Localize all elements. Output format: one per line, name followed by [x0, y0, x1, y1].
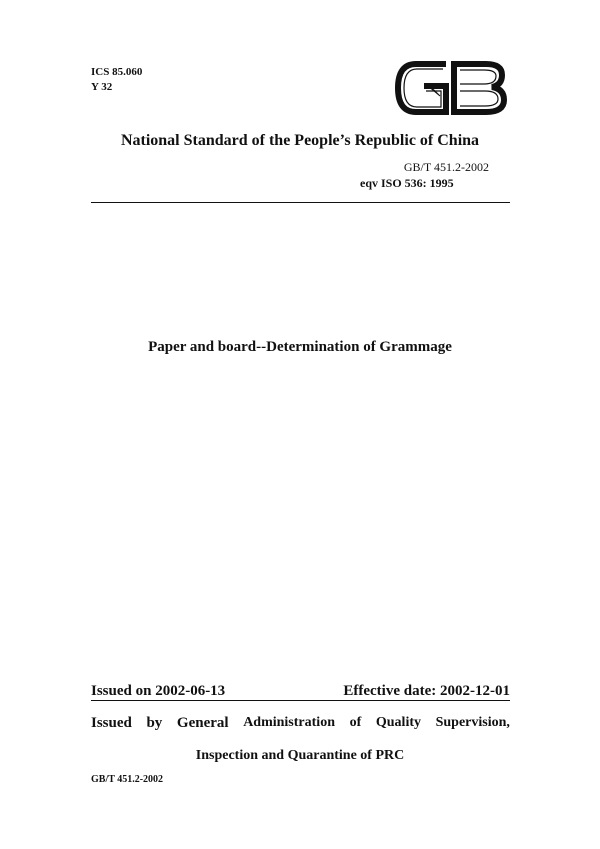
ics-code: ICS 85.060	[91, 66, 143, 78]
classification-code: Y 32	[91, 81, 113, 93]
issuer-word: Issued	[91, 715, 132, 731]
iso-equivalence: eqv ISO 536: 1995	[360, 176, 454, 190]
issuer-word: Quality	[375, 715, 421, 730]
national-standard-heading	[0, 132, 600, 150]
issuer-word: by	[146, 715, 163, 731]
issuer-word: of	[349, 715, 362, 730]
issuer-word: Supervision,	[435, 715, 510, 730]
document-title: Paper and board--Determination of Grammage	[148, 339, 452, 355]
dates-divider	[91, 700, 510, 701]
footer-standard-number: GB/T 451.2-2002	[91, 774, 164, 785]
issuer-line-1	[91, 715, 510, 732]
national-standard-text: National Standard of the People’s Republic of China	[120, 132, 480, 149]
effective-date: Effective date: 2002-12-01	[343, 683, 510, 699]
issuer-word: General	[176, 715, 229, 731]
gb-logo-icon	[394, 60, 508, 116]
header-divider	[91, 202, 510, 203]
issuer-line-2: Inspection and Quarantine of PRC	[195, 748, 405, 763]
issuer-word: Administration	[243, 715, 335, 730]
standard-number: GB/T 451.2-2002	[403, 160, 489, 174]
issued-on-date: Issued on 2002-06-13	[91, 683, 226, 699]
